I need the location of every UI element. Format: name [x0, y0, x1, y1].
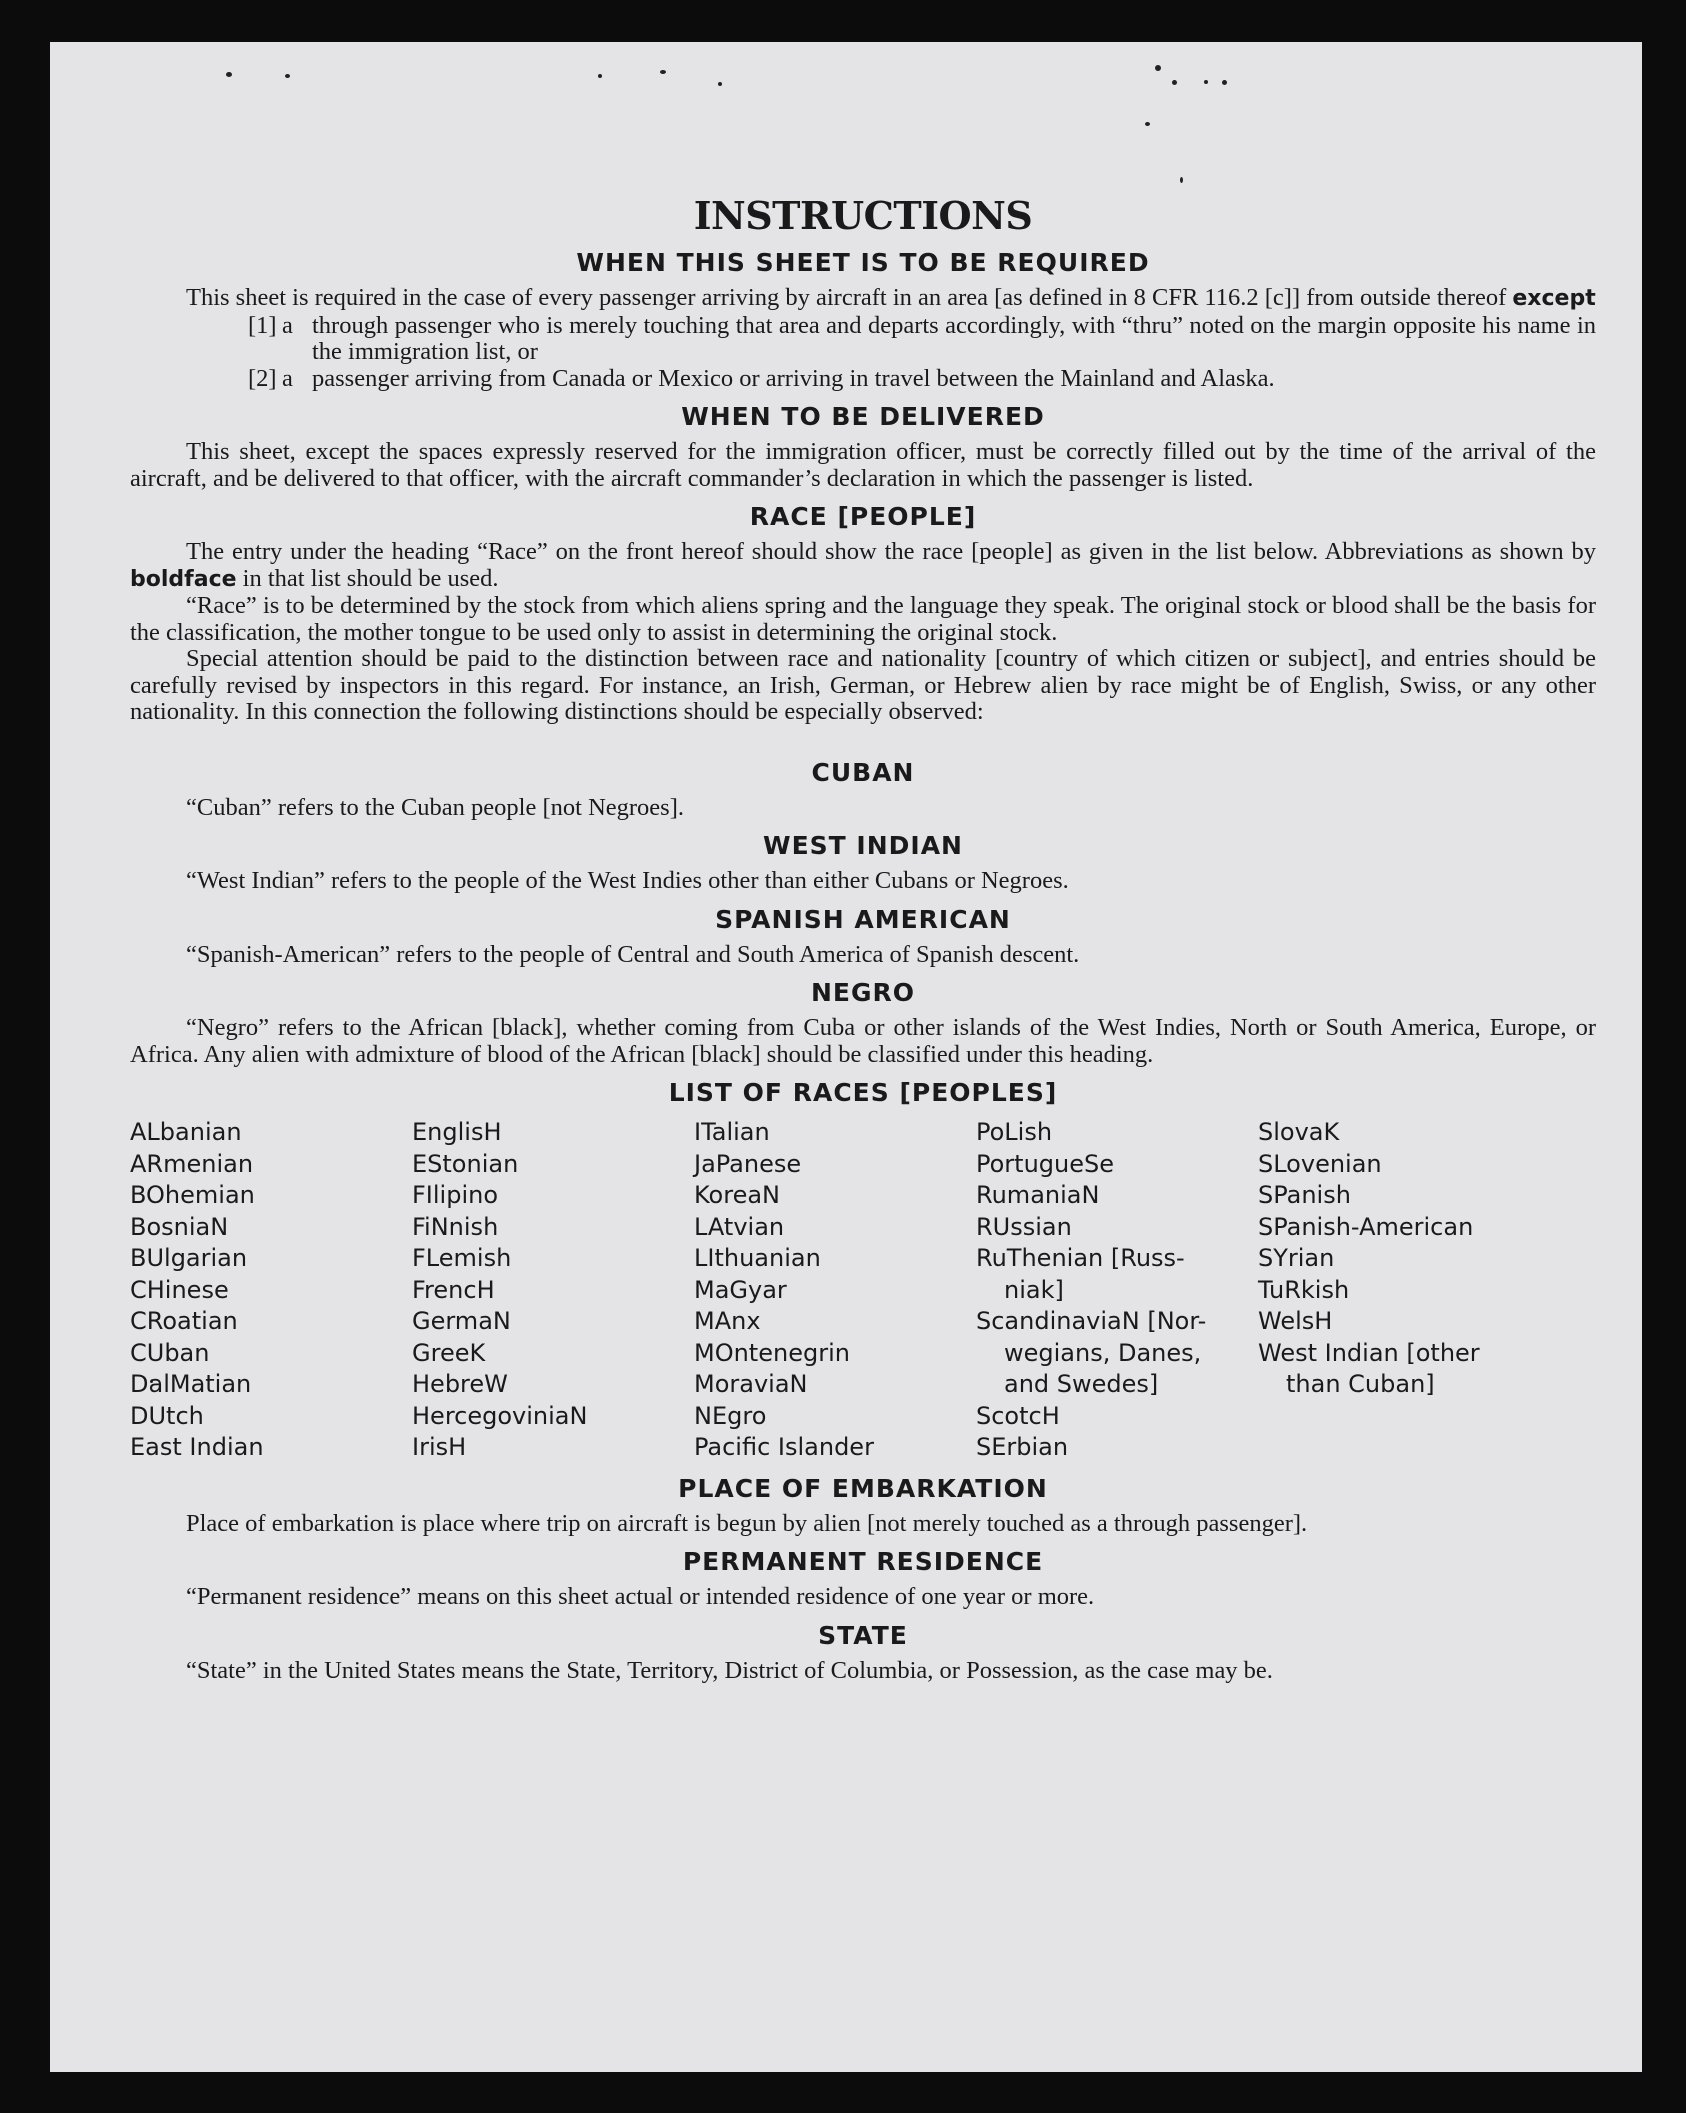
- race-entry: MOntenegrin: [694, 1338, 850, 1367]
- race-entry: ScotcH: [976, 1401, 1060, 1430]
- race-entry: SYrian: [1258, 1244, 1335, 1272]
- race-entry: CUban: [130, 1338, 210, 1367]
- race-entry: WelsH: [1258, 1307, 1333, 1335]
- race-entry: RUssian: [976, 1212, 1072, 1241]
- race-paragraph-3: Special attention should be paid to the distinction between race and nationality [country of which citizen or subject], and entries should be carefully revised by inspectors in this regard. For instance, an Irish, German, or Hebrew alien by race might be of English, Swiss, or any other nationality. In this connection the following distinctions should be especially observed:: [130, 645, 1596, 725]
- race-entry: niak]: [1004, 1275, 1064, 1304]
- cuban-text: “Cuban” refers to the Cuban people [not Negroes].: [186, 793, 684, 821]
- race-entry: SlovaK: [1258, 1118, 1340, 1146]
- race-entry: RuThenian [Russ-: [976, 1244, 1185, 1272]
- race-entry: SLovenian: [1258, 1149, 1382, 1178]
- race-entry: FiNnish: [412, 1212, 499, 1241]
- document-body: [130, 147, 1596, 1684]
- required-intro: This sheet is required in the case of every passenger arriving by aircraft in an area [as defined in 8 CFR 116.2 [c]] from outside thereof except: [186, 284, 1596, 311]
- heading-cuban: CUBAN: [811, 757, 915, 787]
- race-entry: MaGyar: [694, 1275, 787, 1304]
- races-column-3: [694, 1117, 976, 1464]
- race-entry: PoLish: [976, 1118, 1053, 1146]
- race-entry: NEgro: [694, 1401, 767, 1430]
- race-entry: DalMatian: [130, 1370, 252, 1398]
- race-entry: HercegoviniaN: [412, 1401, 588, 1430]
- race-entry: West Indian [other: [1258, 1338, 1480, 1367]
- race-entry: JaPanese: [694, 1149, 802, 1178]
- races-column-5: [1258, 1117, 1540, 1464]
- race-entry: LAtvian: [694, 1212, 785, 1241]
- race-entry: TuRkish: [1258, 1275, 1350, 1304]
- race-paragraph-1: The entry under the heading “Race” on the front hereof should show the race [people] as given in the list below. Abbreviations as shown by boldface in that list should be used.: [130, 538, 1596, 592]
- heading-list-of-races: LIST OF RACES [PEOPLES]: [668, 1078, 1058, 1107]
- delivered-text: This sheet, except the spaces expressly reserved for the immigration officer, must be correctly filled out by the time of the arrival of the aircraft, and be delivered to that officer, with the aircraft commander’s declaration in which the passenger is listed.: [130, 438, 1596, 492]
- race-entry: PortugueSe: [976, 1149, 1114, 1178]
- heading-race: RACE [PEOPLE]: [749, 502, 977, 531]
- required-item-2: [2] a passenger arriving from Canada or Mexico or arriving in travel between the Mainland and Alaska.: [248, 364, 1275, 392]
- race-entry: BUlgarian: [130, 1244, 248, 1272]
- race-entry: and Swedes]: [1004, 1370, 1159, 1398]
- required-item-1: [1] a through passenger who is merely touching that area and departs accordingly, with “thru” noted on the margin opposite his name in the immigration list, or: [248, 311, 1596, 365]
- heading-negro: NEGRO: [810, 978, 916, 1007]
- race-entry: ALbanian: [130, 1118, 242, 1146]
- race-entry: HebreW: [412, 1370, 508, 1398]
- race-entry: FIlipino: [412, 1181, 499, 1209]
- except-bold: except: [1512, 286, 1596, 311]
- heading-delivered: WHEN TO BE DELIVERED: [681, 402, 1045, 431]
- race-entry: SPanish: [1258, 1181, 1351, 1209]
- race-paragraph-2: “Race” is to be determined by the stock from which aliens spring and the language they speak. The original stock or blood shall be the basis for the classification, the mother tongue to be used only to assist in determining the original stock.: [130, 592, 1596, 646]
- race-entry: ARmenian: [130, 1149, 254, 1178]
- race-entry: GermaN: [412, 1307, 511, 1335]
- race-entry: East Indian: [130, 1433, 264, 1461]
- spanish-american-text: “Spanish-American” refers to the people of Central and South America of Spanish descent.: [186, 940, 1080, 968]
- embarkation-text: Place of embarkation is place where trip on aircraft is begun by alien [not merely touched as a through passenger].: [186, 1509, 1308, 1537]
- race-entry: than Cuban]: [1286, 1370, 1435, 1398]
- race-entry: MoraviaN: [694, 1370, 808, 1398]
- heading-state: STATE: [818, 1620, 908, 1650]
- race-entry: RumaniaN: [976, 1181, 1100, 1209]
- residence-text: “Permanent residence” means on this sheet actual or intended residence of one year or more.: [186, 1583, 1095, 1610]
- race-entry: Pacific Islander: [694, 1433, 874, 1461]
- heading-spanish-american: SPANISH AMERICAN: [715, 904, 1011, 934]
- race-entry: ITalian: [694, 1118, 770, 1146]
- race-entry: ScandinaviaN [Nor-: [976, 1307, 1207, 1335]
- heading-required: WHEN THIS SHEET IS TO BE REQUIRED: [576, 248, 1150, 277]
- races-column-4: [976, 1117, 1258, 1464]
- race-entry: KoreaN: [694, 1181, 780, 1209]
- boldface-word: boldface: [130, 566, 237, 592]
- races-list: [130, 1117, 1596, 1464]
- race-entry: BOhemian: [130, 1181, 255, 1209]
- state-text: “State” in the United States means the State, Territory, District of Columbia, or Possession, as the case may be.: [186, 1656, 1273, 1684]
- race-entry: CHinese: [130, 1275, 229, 1304]
- races-column-2: [412, 1117, 694, 1464]
- race-entry: EStonian: [412, 1149, 519, 1178]
- race-entry: FrencH: [412, 1275, 495, 1304]
- race-entry: SErbian: [976, 1433, 1069, 1461]
- heading-embarkation: PLACE OF EMBARKATION: [678, 1473, 1048, 1503]
- race-entry: MAnx: [694, 1307, 761, 1335]
- document-page: [50, 42, 1642, 2072]
- races-column-1: [130, 1117, 412, 1464]
- race-entry: EnglisH: [412, 1118, 502, 1146]
- race-entry: GreeK: [412, 1338, 486, 1367]
- negro-text: “Negro” refers to the African [black], whether coming from Cuba or other islands of the West Indies, North or South America, Europe, or Africa. Any alien with admixture of blood of the African [black] should be classified under this heading.: [130, 1014, 1596, 1068]
- race-entry: CRoatian: [130, 1307, 238, 1335]
- race-entry: LIthuanian: [694, 1244, 821, 1272]
- heading-west-indian: WEST INDIAN: [763, 831, 963, 860]
- race-entry: SPanish-American: [1258, 1212, 1474, 1241]
- page-title: INSTRUCTIONS: [693, 193, 1033, 238]
- race-entry: DUtch: [130, 1401, 204, 1430]
- west-indian-text: “West Indian” refers to the people of the West Indies other than either Cubans or Negroes.: [186, 867, 1069, 894]
- heading-residence: PERMANENT RESIDENCE: [682, 1547, 1044, 1576]
- race-entry: FLemish: [412, 1244, 512, 1272]
- race-entry: BosniaN: [130, 1212, 229, 1241]
- race-entry: wegians, Danes,: [1004, 1338, 1202, 1367]
- race-entry: IrisH: [412, 1433, 467, 1461]
